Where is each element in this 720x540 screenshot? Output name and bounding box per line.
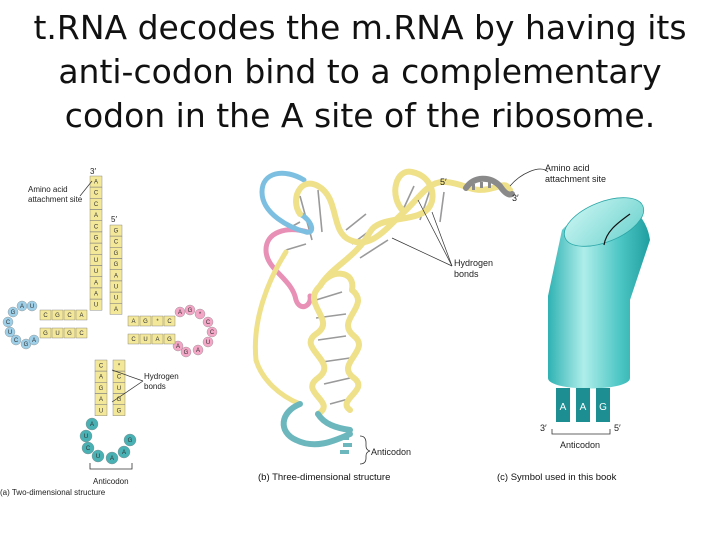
- base-stem-left: A: [93, 291, 99, 298]
- title-line-1: t.RNA decodes the m.RNA by having its: [33, 8, 687, 47]
- base-stem-left: C: [93, 201, 99, 208]
- panel-a-anticodon-label: Anticodon: [93, 477, 129, 486]
- base-d-arm: C: [67, 313, 72, 319]
- base-t-loop: C: [209, 330, 215, 336]
- base-stem-left: U: [93, 257, 99, 264]
- d-arm-ribbon: [266, 230, 310, 307]
- base-t-arm-lower: A: [155, 337, 160, 343]
- base-stem-left: C: [93, 224, 99, 231]
- panel-b-hbond-label-1: Hydrogen: [454, 258, 494, 268]
- title-line-3: codon in the A site of the ribosome.: [64, 96, 656, 135]
- panel-c-symbol: [497, 163, 650, 483]
- base-ac-stem-left: U: [98, 408, 104, 415]
- base-t-arm: *: [156, 319, 159, 325]
- base-stem-left: U: [93, 302, 99, 309]
- base-d-arm-lower: G: [67, 331, 72, 337]
- base-d-loop: A: [31, 338, 37, 344]
- base-d-arm: C: [43, 313, 48, 319]
- anticodon-base-letter: A: [559, 402, 567, 413]
- base-stem-right: A: [113, 273, 119, 280]
- base-ac-stem-left: A: [98, 397, 104, 404]
- base-stem-right: U: [113, 284, 119, 291]
- base-d-arm-lower: C: [79, 331, 84, 337]
- panel-c-caption: (c) Symbol used in this book: [497, 472, 617, 483]
- base-ac-stem-right: G: [116, 397, 122, 404]
- panel-b-caption: (b) Three-dimensional structure: [258, 472, 391, 483]
- panel-a-hbond-label-2: bonds: [144, 382, 166, 391]
- base-stem-left: A: [93, 280, 99, 287]
- base-ac-stem-left: C: [98, 363, 104, 370]
- base-stem-left: G: [93, 235, 99, 242]
- panel-c-anticodon-label: Anticodon: [560, 440, 601, 450]
- base-ac-stem-left: A: [98, 374, 104, 381]
- panel-c-amino-label-2: attachment site: [545, 174, 607, 184]
- base-ac-stem-right: U: [116, 385, 122, 392]
- panel-b-hbond-label-2: bonds: [454, 269, 479, 279]
- panel-b-anticodon-brace: [360, 436, 370, 464]
- base-anticodon-loop: C: [85, 446, 91, 452]
- anticodon-stem-ribbon-2: [347, 290, 359, 410]
- panel-a-5prime: 5′: [111, 215, 117, 224]
- panel-a-hbond-label-1: Hydrogen: [144, 372, 179, 381]
- t-arm-stem: [128, 316, 175, 344]
- base-ac-stem-left: G: [98, 385, 104, 392]
- panel-a-3prime: 3′: [90, 167, 96, 176]
- panel-b-anticodon-label: Anticodon: [371, 447, 412, 457]
- base-stem-right: G: [113, 250, 119, 257]
- base-d-arm: G: [55, 313, 60, 319]
- base-anticodon-loop: A: [109, 456, 115, 462]
- base-ac-stem-right: *: [117, 363, 121, 370]
- d-arm-stem: [40, 310, 87, 338]
- panel-b-3prime: 3′: [512, 193, 519, 203]
- base-stem-left: A: [93, 213, 99, 220]
- base-stem-left: A: [93, 179, 99, 186]
- base-t-loop: A: [177, 310, 183, 316]
- panel-c-5prime: 5′: [614, 423, 621, 433]
- base-d-loop: U: [29, 304, 35, 310]
- anticodon-stem: [95, 360, 125, 416]
- base-stem-right: A: [113, 306, 119, 313]
- base-ac-stem-right: C: [116, 374, 122, 381]
- panel-c-anticodon-bracket: [552, 429, 610, 434]
- base-d-arm-lower: U: [55, 331, 60, 337]
- base-t-loop: G: [187, 308, 193, 314]
- base-anticodon-loop: G: [127, 438, 133, 444]
- base-t-loop: *: [198, 312, 202, 318]
- base-stem-left: C: [93, 246, 99, 253]
- base-d-loop: C: [5, 320, 11, 326]
- anticodon-base-letter: G: [599, 402, 607, 413]
- panel-c-3prime: 3′: [540, 423, 547, 433]
- panel-a-caption: (a) Two-dimensional structure: [0, 488, 106, 497]
- panel-a-amino-label-2: attachment site: [28, 195, 83, 204]
- panel-a-cloverleaf: [0, 167, 217, 497]
- base-t-arm: C: [167, 319, 172, 325]
- base-d-loop: U: [7, 330, 13, 336]
- d-loop: [3, 301, 39, 349]
- base-ac-stem-right: G: [116, 408, 122, 415]
- base-t-arm: G: [143, 319, 148, 325]
- acceptor-stem-left: [90, 176, 102, 310]
- panel-c-bases: [556, 388, 610, 422]
- base-d-arm-lower: G: [43, 331, 48, 337]
- panel-a-amino-label-1: Amino acid: [28, 185, 68, 194]
- base-t-loop: A: [175, 344, 181, 350]
- base-stem-right: U: [113, 295, 119, 302]
- base-t-loop: C: [205, 320, 211, 326]
- base-stem-left: U: [93, 269, 99, 276]
- panel-b-3d-structure: [255, 172, 519, 483]
- base-anticodon-loop: A: [121, 450, 127, 456]
- t-loop: [173, 305, 217, 357]
- base-t-arm: A: [131, 319, 136, 325]
- base-stem-right: G: [113, 262, 119, 269]
- base-d-loop: G: [23, 342, 29, 348]
- base-stem-left: C: [93, 190, 99, 197]
- base-anticodon-loop: U: [83, 434, 89, 440]
- base-anticodon-loop: A: [89, 422, 95, 428]
- base-anticodon-loop: U: [95, 454, 101, 460]
- base-t-arm-lower: G: [167, 337, 172, 343]
- anticodon-loop: [80, 418, 136, 464]
- base-stem-right: C: [113, 239, 119, 246]
- panel-b-5prime: 5′: [440, 177, 447, 187]
- acceptor-stem-right: [110, 225, 122, 314]
- anticodon-stem-ribbon-1: [311, 286, 325, 414]
- base-d-loop: A: [19, 304, 25, 310]
- base-t-arm-lower: U: [143, 337, 148, 343]
- anticodon-base-letter: A: [579, 402, 587, 413]
- base-d-loop: C: [13, 338, 19, 344]
- title-line-2: anti-codon bind to a complementary: [58, 52, 662, 91]
- panel-c-amino-label-1: Amino acid: [545, 163, 590, 173]
- anticodon-bases: [340, 436, 352, 454]
- base-d-loop: G: [10, 310, 16, 316]
- base-t-loop: A: [195, 348, 201, 354]
- base-d-arm: A: [79, 313, 84, 319]
- base-stem-right: G: [113, 228, 119, 235]
- base-t-loop: U: [205, 340, 211, 346]
- base-t-arm-lower: C: [131, 337, 136, 343]
- base-t-loop: G: [183, 350, 189, 356]
